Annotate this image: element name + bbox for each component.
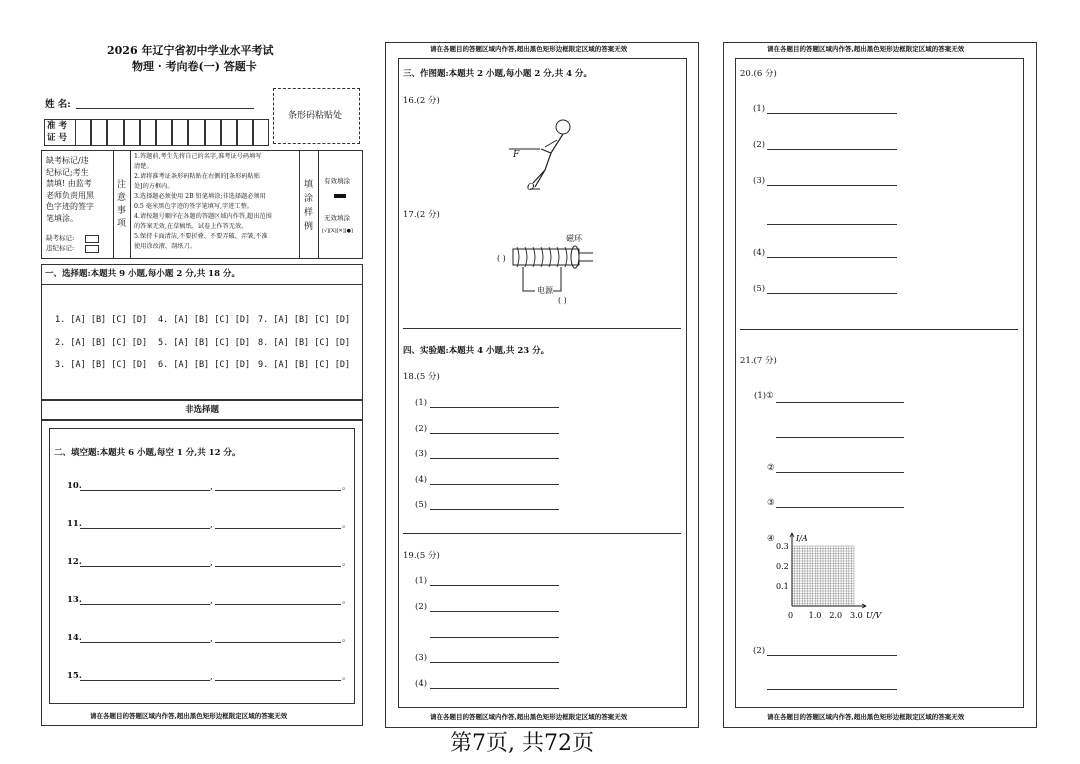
fill-period: 。	[342, 634, 352, 644]
invalid-fill-label: 无效填涂	[324, 214, 350, 222]
fill-comma: ,	[210, 558, 213, 568]
q18-item-label: (5)	[415, 500, 428, 510]
notice-item-line: 5.保持卡面清洁,不要折叠、不要弄破、弄皱,不准	[134, 233, 268, 240]
admission-digit-cell[interactable]	[253, 119, 269, 146]
q17-figure	[495, 233, 605, 308]
valid-fill-label: 有效填涂	[324, 177, 350, 185]
q17-power-label: 电源	[537, 286, 553, 295]
q18-item-label: (1)	[415, 398, 428, 408]
absence-note-line: 色字迹的签字	[46, 202, 94, 211]
admission-digit-cell[interactable]	[124, 119, 140, 146]
notice-label-char: 注	[117, 180, 127, 190]
notice-item-line: 3.选择题必须使用 2B 铅笔填涂;非选择题必须用	[134, 193, 266, 200]
fill-comma: ,	[210, 482, 213, 492]
absence-note-line: 缺考标记/违	[46, 156, 89, 165]
notice-label-char: 项	[117, 219, 127, 229]
q19-answer-line[interactable]	[430, 611, 559, 612]
fill-label-char: 涂	[304, 194, 314, 204]
q20-item-label: (1)	[753, 104, 766, 114]
notice-label-char: 事	[117, 206, 127, 216]
choice-item[interactable]: 1. [A] [B] [C] [D]	[55, 315, 148, 325]
q20-item-label: (5)	[753, 284, 766, 294]
choice-item[interactable]: 7. [A] [B] [C] [D]	[258, 315, 351, 325]
notice-item-line: 1.答题前,考生先将自己的名字,准考证号码填写	[134, 153, 262, 160]
valid-fill-mark	[334, 194, 346, 198]
q19-answer-line[interactable]	[430, 637, 559, 638]
x-tick-label: 1.0	[808, 611, 822, 620]
q19-label: 19.(5 分)	[403, 551, 440, 561]
fill-comma: ,	[210, 672, 213, 682]
q20-answer-line[interactable]	[767, 257, 897, 258]
section4-title: 四、实验题:本题共 4 小题,共 23 分。	[403, 346, 550, 356]
non-choice-label: 非选择题	[185, 405, 220, 415]
notice-item-line: 2.请将准考证条形码粘贴在右侧的[条形码粘贴	[134, 173, 260, 180]
exam-title: 2026 年辽宁省初中学业水平考试	[107, 44, 274, 57]
fill-blank[interactable]	[80, 604, 210, 605]
fill-item-number: 11.	[67, 519, 82, 529]
notice-item-line: 的答案无效,在草稿纸、试卷上作答无效。	[134, 223, 248, 230]
q20-answer-line[interactable]	[767, 224, 897, 225]
notice-item-line: 处]的方框内。	[134, 183, 174, 190]
q21-last-line2[interactable]	[767, 689, 897, 690]
footer-note-2: 请在各题目的答题区域内作答,超出黑色矩形边框限定区域的答案无效	[430, 713, 628, 721]
q19-item-label: (4)	[415, 679, 428, 689]
fill-period: 。	[342, 596, 352, 606]
q21-part1-line2[interactable]	[776, 437, 904, 438]
y-tick-label: 0.1	[776, 582, 789, 591]
fill-period: 。	[342, 482, 352, 492]
section1-title: 一、选择题:本题共 9 小题,每小题 2 分,共 18 分。	[45, 269, 240, 279]
fill-blank[interactable]	[215, 604, 341, 605]
choice-item[interactable]: 4. [A] [B] [C] [D]	[158, 315, 251, 325]
q18-item-label: (2)	[415, 423, 428, 434]
fill-comma: ,	[210, 520, 213, 530]
fill-period: 。	[342, 520, 352, 530]
q21-last-line1[interactable]	[767, 655, 897, 656]
fill-label-char: 例	[304, 222, 314, 232]
q21-label: 21.(7 分)	[740, 356, 777, 366]
fill-label-char: 填	[304, 180, 314, 190]
choice-item[interactable]: 9. [A] [B] [C] [D]	[258, 360, 351, 370]
violation-mark-box[interactable]	[85, 245, 99, 253]
fill-item-number: 12.	[67, 557, 82, 567]
choice-item[interactable]: 8. [A] [B] [C] [D]	[258, 338, 351, 348]
fill-blank[interactable]	[80, 528, 210, 529]
name-field[interactable]	[76, 108, 254, 109]
q21-last-label: (2)	[753, 646, 766, 656]
absence-note-line: 老师负责用黑	[46, 190, 94, 200]
q21-part1-label: (1)①	[754, 391, 774, 401]
q20-answer-line[interactable]	[767, 149, 897, 150]
fill-item-number: 10.	[67, 481, 82, 491]
admission-digit-cell[interactable]	[75, 119, 91, 146]
q21-part2-label: ②	[767, 463, 775, 473]
notice-label-char: 意	[117, 193, 127, 203]
x-tick-label: 2.0	[829, 611, 843, 620]
q20-answer-line[interactable]	[767, 185, 897, 186]
q20-answer-line[interactable]	[767, 293, 897, 294]
q20-label: 20.(6 分)	[740, 69, 777, 79]
absence-note-line: 笔填涂。	[46, 213, 78, 223]
q18-answer-line[interactable]	[430, 433, 559, 434]
q21-part3-label: ③	[767, 498, 775, 508]
footer-note-3: 请在各题目的答题区域内作答,超出黑色矩形边框限定区域的答案无效	[767, 713, 965, 721]
notice-item-line: 使用涂改液、刮纸刀。	[134, 243, 196, 250]
admission-digit-cell[interactable]	[140, 119, 156, 146]
header-note-2: 请在各题目的答题区域内作答,超出黑色矩形边框限定区域的答案无效	[430, 45, 628, 53]
fill-blank[interactable]	[80, 566, 210, 567]
q18-answer-line[interactable]	[430, 484, 559, 485]
fill-comma: ,	[210, 596, 213, 606]
invalid-fill-sample: [√][X][✕][●]	[322, 228, 353, 234]
notice-item-line: 清楚。	[134, 163, 153, 170]
q16-pivot-label: O	[527, 183, 535, 193]
notice-item-line: 0.5 毫米黑色字迹的签字笔填写,字迹工整。	[134, 203, 253, 210]
page-footer: 第7页, 共72页	[450, 731, 594, 756]
q19-answer-line[interactable]	[430, 688, 559, 689]
q16-label: 16.(2 分)	[403, 96, 440, 106]
q17-left-paren: ( )	[497, 254, 506, 263]
y-axis-label: I/A	[796, 534, 808, 543]
admission-digit-cell[interactable]	[221, 119, 237, 146]
admission-label-2: 证 号	[47, 133, 67, 143]
absence-mark-box[interactable]	[85, 235, 99, 243]
q18-item-label: (3)	[415, 449, 428, 459]
q17-label: 17.(2 分)	[403, 210, 440, 220]
section3-title: 三、作图题:本题共 2 小题,每小题 2 分,共 4 分。	[403, 69, 593, 79]
q21-part2-line[interactable]	[776, 472, 904, 473]
iu-graph[interactable]	[770, 532, 890, 622]
x-axis-label: U/V	[866, 611, 882, 620]
q18-item-label: (4)	[415, 474, 428, 485]
q20-answer-line[interactable]	[767, 113, 897, 114]
admission-digit-cell[interactable]	[188, 119, 204, 146]
admission-digit-cell[interactable]	[107, 119, 123, 146]
barcode-label: 条形码粘贴处	[288, 111, 343, 121]
fill-item-number: 15.	[67, 671, 82, 681]
notice-item-line: 4.请按题号顺序在各题的答题区域内作答,超出范围	[134, 213, 272, 220]
fill-blank[interactable]	[215, 566, 341, 567]
section2-title: 二、填空题:本题共 6 小题,每空 1 分,共 12 分。	[54, 448, 241, 458]
fill-blank[interactable]	[80, 490, 210, 491]
fill-blank[interactable]	[215, 642, 341, 643]
admission-label-1: 准 考	[47, 121, 67, 131]
q21-part3-line[interactable]	[776, 507, 904, 508]
y-tick-label: 0.2	[776, 562, 789, 571]
fill-item-number: 14.	[67, 633, 82, 643]
fill-blank[interactable]	[215, 528, 341, 529]
card-title: 物理 · 考向卷(一) 答题卡	[132, 60, 257, 73]
q21-part4-label: ④	[767, 534, 775, 544]
absence-mark-label: 缺考标记:	[46, 234, 75, 242]
admission-digit-cell[interactable]	[172, 119, 188, 146]
fill-period: 。	[342, 558, 352, 568]
q19-answer-line[interactable]	[430, 585, 559, 586]
x-tick-label: 3.0	[850, 611, 863, 620]
choice-item[interactable]: 3. [A] [B] [C] [D]	[55, 360, 148, 370]
fill-period: 。	[342, 672, 352, 682]
q19-item-label: (1)	[415, 576, 428, 586]
y-tick-label: 0.3	[776, 542, 789, 551]
admission-digit-cell[interactable]	[91, 119, 107, 146]
choice-item[interactable]: 6. [A] [B] [C] [D]	[158, 360, 251, 370]
fill-blank[interactable]	[80, 642, 210, 643]
q18-answer-line[interactable]	[430, 458, 559, 459]
x-tick-label: 0	[788, 611, 794, 620]
q20-item-label: (4)	[753, 248, 766, 258]
fill-item-number: 13.	[67, 595, 82, 605]
q21-part1-line1[interactable]	[776, 402, 904, 403]
q18-answer-line[interactable]	[430, 509, 559, 510]
fill-blank[interactable]	[80, 680, 210, 681]
absence-note-line: 禁填! 由监考	[46, 179, 92, 188]
choice-item[interactable]: 5. [A] [B] [C] [D]	[158, 338, 251, 348]
q19-answer-line[interactable]	[430, 662, 559, 663]
footer-note-1: 请在各题目的答题区域内作答,超出黑色矩形边框限定区域的答案无效	[90, 712, 288, 720]
q19-item-label: (3)	[415, 653, 428, 663]
q17-magnet-label: 磁环	[566, 234, 582, 243]
header-note-3: 请在各题目的答题区域内作答,超出黑色矩形边框限定区域的答案无效	[767, 45, 965, 53]
choice-item[interactable]: 2. [A] [B] [C] [D]	[55, 338, 148, 348]
q18-label: 18.(5 分)	[403, 372, 440, 382]
fill-blank[interactable]	[215, 490, 341, 491]
q20-item-label: (2)	[753, 140, 766, 150]
fill-blank[interactable]	[215, 680, 341, 681]
name-label: 姓 名:	[45, 99, 71, 110]
q16-force-label: F	[513, 150, 520, 160]
admission-digit-cell[interactable]	[237, 119, 253, 146]
absence-note-line: 纪标记;考生	[46, 167, 89, 177]
fill-comma: ,	[210, 634, 213, 644]
admission-digit-cell[interactable]	[156, 119, 172, 146]
fill-label-char: 样	[304, 208, 314, 218]
admission-digit-cell[interactable]	[205, 119, 221, 146]
q20-item-label: (3)	[753, 176, 766, 186]
q18-answer-line[interactable]	[430, 407, 559, 408]
q17-bottom-paren: ( )	[558, 296, 567, 305]
q19-item-label: (2)	[415, 602, 428, 612]
violation-mark-label: 违纪标记:	[46, 244, 75, 252]
